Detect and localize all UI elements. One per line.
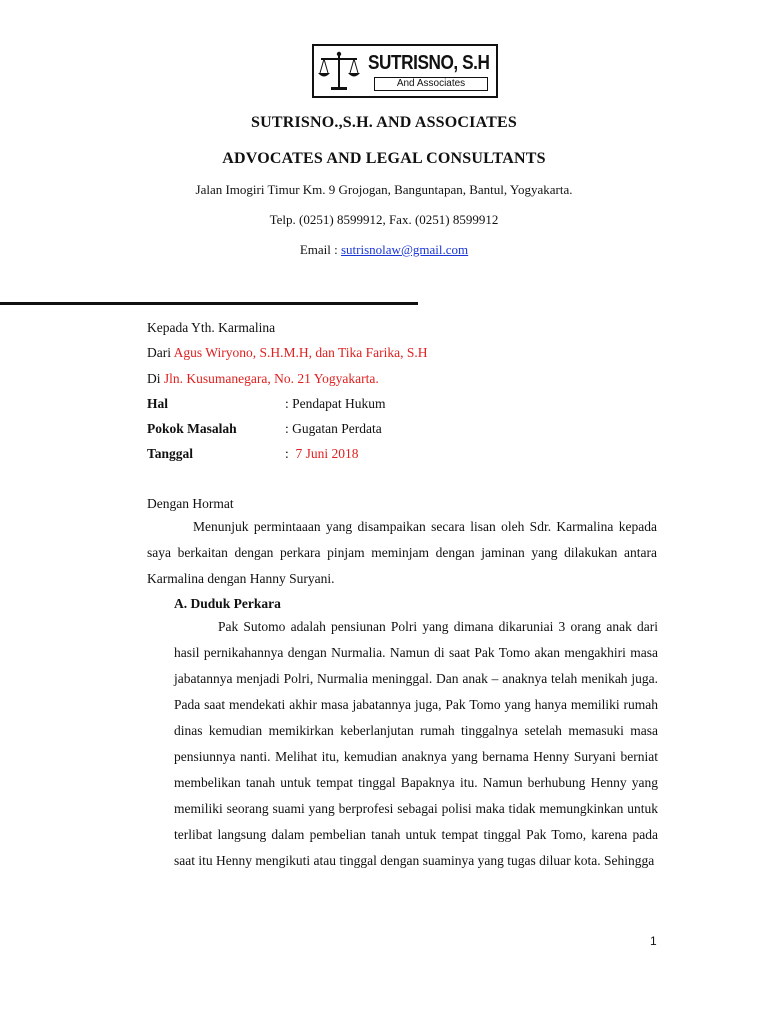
location-label: Di [147, 371, 164, 386]
meta-label-tanggal: Tanggal [147, 446, 194, 461]
greeting: Dengan Hormat [147, 496, 234, 511]
intro-text: Menunjuk permintaaan yang disampaikan secara lisan oleh Sdr. Karmalina kepada saya berkaitan dengan perkara pinjam meminjam dengan jaminan yang dilakukan antara Karmalina dengan Hanny Suryani. [147, 519, 657, 586]
firm-email-line [0, 242, 768, 258]
firm-name: SUTRISNO.,S.H. AND ASSOCIATES [250, 114, 518, 131]
meta-value-hal: : Pendapat Hukum [285, 396, 386, 411]
section-text: Pak Sutomo adalah pensiunan Polri yang dimana dikaruniai 3 orang anak dari hasil pernikahannya dengan Nurmalia. Namun di saat Pak Tomo akan mengakhiri masa jabatannya menjadi Polri, Nurmalia meninggal. Dan anak – anaknya telah menikah juga. Pada saat mendekati akhir masa jabatannya juga, Pak Tomo yang hanya memiliki rumah dinas kemudian memikirkan keberlanjutan rumah tinggalnya setelah memasuki masa pensiunnya nanti. Melihat itu, kemudian anaknya yang bernama Henny Suryani berniat membelikan tanah untuk tempat tinggal Bapaknya itu. Namun berhubung Henny yang memiliki seorang suami yang berprofesi sebagai polisi maka tidak memungkinkan untuk terlibat langsung dalam pembelian tanah untuk tempat tinggal Pak Tomo, karena pada saat itu Henny mengikuti atau tinggal dengan suaminya yang tugas diluar kota. Sehingga [174, 619, 658, 868]
meta-value-pokok-masalah: : Gugatan Perdata [285, 421, 382, 436]
meta-label-pokok-masalah: Pokok Masalah [147, 421, 237, 436]
meta-value-tanggal [285, 446, 359, 462]
firm-tagline: ADVOCATES AND LEGAL CONSULTANTS [222, 150, 546, 167]
tanggal-colon: : [285, 446, 296, 461]
from-value: Agus Wiryono, S.H.M.H, dan Tika Farika, S.H [173, 345, 428, 360]
section-heading: A. Duduk Perkara [174, 596, 281, 611]
meta-label-hal: Hal [147, 396, 169, 411]
from-line [147, 345, 427, 361]
header-divider [0, 302, 418, 305]
intro-paragraph [147, 514, 657, 592]
logo-subtitle: And Associates [374, 77, 488, 91]
location-value: Jln. Kusumanegara, No. 21 Yogyakarta. [163, 371, 379, 386]
page-number: 1 [650, 934, 657, 948]
section-paragraph [174, 614, 658, 874]
email-label: Email : [299, 242, 341, 257]
tanggal-date: 7 Juni 2018 [295, 446, 359, 461]
logo-name: SUTRISNO, S.H [368, 52, 490, 74]
location-line [147, 371, 379, 387]
firm-phone: Telp. (0251) 8599912, Fax. (0251) 8599912 [269, 212, 499, 227]
recipient-line: Kepada Yth. Karmalina [147, 320, 276, 335]
firm-logo [312, 44, 498, 98]
scales-of-justice-icon [317, 49, 361, 93]
from-label: Dari [147, 345, 174, 360]
email-link[interactable]: sutrisnolaw@gmail.com [341, 242, 469, 257]
firm-address: Jalan Imogiri Timur Km. 9 Grojogan, Banguntapan, Bantul, Yogyakarta. [195, 182, 573, 197]
